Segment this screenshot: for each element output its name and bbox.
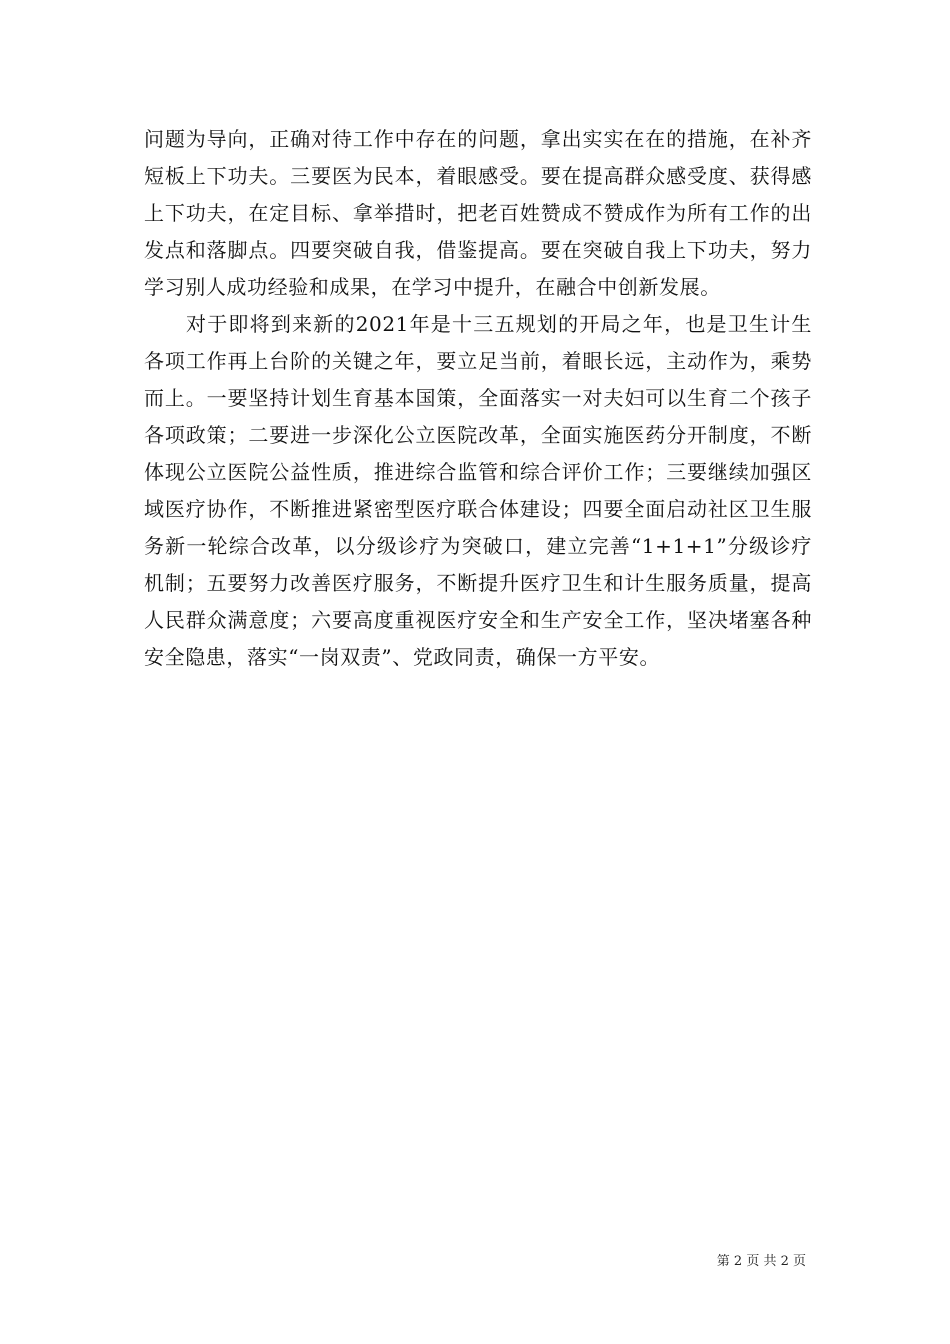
page-number-footer: 第 2 页 共 2 页 [716,1254,806,1269]
paragraph-2021-plan: 对于即将到来新的2021年是十三五规划的开局之年，也是卫生计生各项工作再上台阶的关键之年，要立足当前，着眼长远，主动作为，乘势而上。一要坚持计划生育基本国策，全面落实一对夫妇可以生育二个孩子各项政策；二要进一步深化公立医院改革，全面实施医药分开制度，不断体现公立医院公益性质，推进综合监管和综合评价工作；三要继续加强区域医疗协作，不断推进紧密型医疗联合体建设；四要全面启动社区卫生服务新一轮综合改革，以分级诊疗为突破口，建立完善“1+1+1”分级诊疗机制；五要努力改善医疗服务，不断提升医疗卫生和计生服务质量，提高人民群众满意度；六要高度重视医疗安全和生产安全工作，坚决堵塞各种安全隐患，落实“一岗双责”、党政同责，确保一方平安。 [144,312,812,669]
paragraph-continued: 问题为导向，正确对待工作中存在的问题，拿出实实在在的措施，在补齐短板上下功夫。三要医为民本，着眼感受。要在提高群众感受度、获得感上下功夫，在定目标、拿举措时，把老百姓赞成不赞成作为所有工作的出发点和落脚点。四要突破自我，借鉴提高。要在突破自我上下功夫，努力学习别人成功经验和成果，在学习中提升，在融合中创新发展。 [144,127,812,299]
document-body [144,121,812,676]
